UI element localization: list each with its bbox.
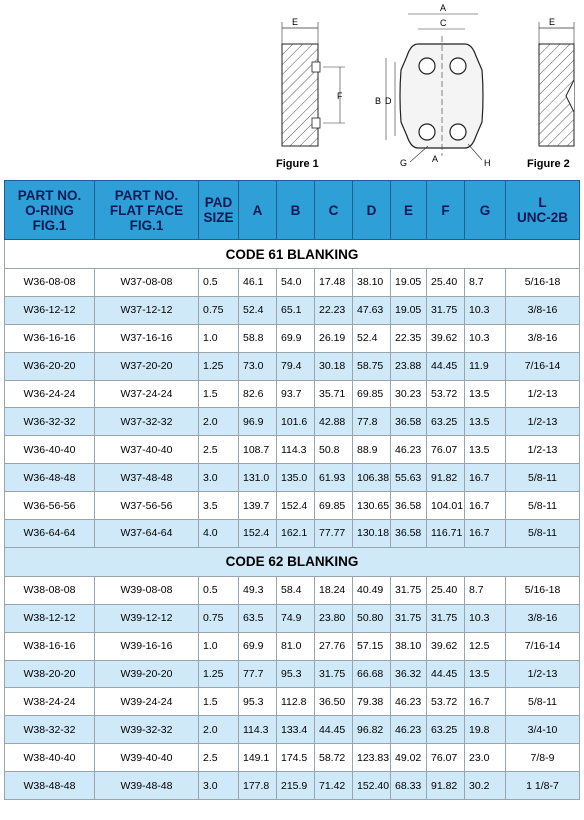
table-cell: W36-64-64 xyxy=(5,520,95,548)
column-header: PART NO. O-RING FIG.1 xyxy=(5,181,95,240)
table-row xyxy=(5,352,580,380)
column-header: PAD SIZE xyxy=(199,181,239,240)
table-cell: 3.0 xyxy=(199,772,239,800)
table-cell: 1/2-13 xyxy=(506,436,580,464)
table-cell: 3/4-10 xyxy=(506,716,580,744)
table-cell: 8.7 xyxy=(465,269,506,297)
table-row xyxy=(5,464,580,492)
table-cell: 46.1 xyxy=(239,269,277,297)
table-cell: 69.9 xyxy=(277,324,315,352)
table-cell: 1/2-13 xyxy=(506,408,580,436)
table-cell: W39-12-12 xyxy=(95,604,199,632)
table-cell: 30.2 xyxy=(465,772,506,800)
table-row xyxy=(5,688,580,716)
table-cell: 96.82 xyxy=(353,716,391,744)
table-row xyxy=(5,660,580,688)
dim-label-h: H xyxy=(484,158,491,168)
table-cell: W39-24-24 xyxy=(95,688,199,716)
table-cell: 0.5 xyxy=(199,576,239,604)
table-cell: 10.3 xyxy=(465,604,506,632)
table-cell: 46.23 xyxy=(391,688,427,716)
table-cell: 10.3 xyxy=(465,296,506,324)
table-cell: 30.23 xyxy=(391,380,427,408)
table-row xyxy=(5,269,580,297)
table-cell: 116.71 xyxy=(427,520,465,548)
table-cell: 63.25 xyxy=(427,716,465,744)
table-cell: 4.0 xyxy=(199,520,239,548)
table-cell: 79.4 xyxy=(277,352,315,380)
table-body xyxy=(5,240,580,800)
table-cell: W37-48-48 xyxy=(95,464,199,492)
figure2-drawing xyxy=(539,17,574,146)
table-cell: 23.80 xyxy=(315,604,353,632)
table-cell: 5/8-11 xyxy=(506,688,580,716)
table-cell: 123.83 xyxy=(353,744,391,772)
column-header: PART NO. FLAT FACE FIG.1 xyxy=(95,181,199,240)
table-cell: 13.5 xyxy=(465,380,506,408)
table-cell: W38-08-08 xyxy=(5,576,95,604)
table-cell: 69.9 xyxy=(239,632,277,660)
table-cell: 66.68 xyxy=(353,660,391,688)
column-header: E xyxy=(391,181,427,240)
dim-label-b: B xyxy=(375,96,382,106)
table-cell: 114.3 xyxy=(239,716,277,744)
table-cell: 58.75 xyxy=(353,352,391,380)
table-cell: 3/8-16 xyxy=(506,296,580,324)
figure1-label: Figure 1 xyxy=(276,158,319,170)
table-cell: 49.3 xyxy=(239,576,277,604)
table-cell: 50.8 xyxy=(315,436,353,464)
table-cell: 53.72 xyxy=(427,688,465,716)
table-cell: 131.0 xyxy=(239,464,277,492)
dim-label-d: D xyxy=(385,96,392,106)
table-cell: 106.38 xyxy=(353,464,391,492)
table-cell: 76.07 xyxy=(427,744,465,772)
table-cell: 13.5 xyxy=(465,408,506,436)
table-cell: 31.75 xyxy=(391,576,427,604)
table-cell: 152.40 xyxy=(353,772,391,800)
table-cell: 40.49 xyxy=(353,576,391,604)
table-cell: 1.25 xyxy=(199,352,239,380)
table-cell: 152.4 xyxy=(239,520,277,548)
column-header: C xyxy=(315,181,353,240)
table-cell: 2.0 xyxy=(199,716,239,744)
table-cell: 108.7 xyxy=(239,436,277,464)
table-cell: 77.8 xyxy=(353,408,391,436)
table-cell: W38-48-48 xyxy=(5,772,95,800)
table-cell: 3/8-16 xyxy=(506,324,580,352)
section-title: CODE 62 BLANKING xyxy=(5,547,580,576)
table-cell: W38-32-32 xyxy=(5,716,95,744)
table-cell: 104.01 xyxy=(427,492,465,520)
table-cell: 63.25 xyxy=(427,408,465,436)
figure1-drawing xyxy=(282,17,345,146)
table-cell: 19.8 xyxy=(465,716,506,744)
table-cell: W37-08-08 xyxy=(95,269,199,297)
table-cell: 16.7 xyxy=(465,464,506,492)
table-cell: 95.3 xyxy=(239,688,277,716)
table-cell: W39-40-40 xyxy=(95,744,199,772)
table-cell: 38.10 xyxy=(391,632,427,660)
table-cell: 18.24 xyxy=(315,576,353,604)
table-row xyxy=(5,380,580,408)
dim-label-a: A xyxy=(440,3,447,13)
table-cell: 16.7 xyxy=(465,688,506,716)
table-cell: 46.23 xyxy=(391,716,427,744)
table-row xyxy=(5,576,580,604)
table-row xyxy=(5,324,580,352)
table-cell: 65.1 xyxy=(277,296,315,324)
table-cell: 96.9 xyxy=(239,408,277,436)
table-cell: 13.5 xyxy=(465,660,506,688)
table-cell: 112.8 xyxy=(277,688,315,716)
table-cell: 5/8-11 xyxy=(506,520,580,548)
table-cell: 152.4 xyxy=(277,492,315,520)
table-cell: 3.0 xyxy=(199,464,239,492)
table-cell: 81.0 xyxy=(277,632,315,660)
dim-label-c: C xyxy=(440,18,447,28)
section-title-row xyxy=(5,547,580,576)
column-header: G xyxy=(465,181,506,240)
table-cell: 91.82 xyxy=(427,772,465,800)
table-cell: 1/2-13 xyxy=(506,660,580,688)
table-cell: W37-40-40 xyxy=(95,436,199,464)
figures-area xyxy=(0,0,584,178)
table-cell: 44.45 xyxy=(427,660,465,688)
table-cell: 8.7 xyxy=(465,576,506,604)
table-row xyxy=(5,520,580,548)
table-cell: 3.5 xyxy=(199,492,239,520)
table-cell: 7/16-14 xyxy=(506,632,580,660)
table-cell: 31.75 xyxy=(427,296,465,324)
table-cell: 63.5 xyxy=(239,604,277,632)
table-cell: 0.75 xyxy=(199,604,239,632)
table-cell: 7/16-14 xyxy=(506,352,580,380)
table-cell: W37-56-56 xyxy=(95,492,199,520)
table-cell: 47.63 xyxy=(353,296,391,324)
table-cell: 1.0 xyxy=(199,632,239,660)
table-cell: 54.0 xyxy=(277,269,315,297)
table-cell: 22.35 xyxy=(391,324,427,352)
table-cell: 0.5 xyxy=(199,269,239,297)
table-cell: W37-12-12 xyxy=(95,296,199,324)
table-cell: 44.45 xyxy=(427,352,465,380)
table-cell: 7/8-9 xyxy=(506,744,580,772)
table-cell: 68.33 xyxy=(391,772,427,800)
table-cell: W38-40-40 xyxy=(5,744,95,772)
table-row xyxy=(5,492,580,520)
dim-label-e-2: E xyxy=(549,17,556,27)
blanking-spec-table xyxy=(4,180,580,800)
section-title-row xyxy=(5,240,580,269)
table-cell: W38-12-12 xyxy=(5,604,95,632)
table-cell: W36-20-20 xyxy=(5,352,95,380)
table-cell: 36.58 xyxy=(391,520,427,548)
table-cell: W38-24-24 xyxy=(5,688,95,716)
column-header: A xyxy=(239,181,277,240)
table-cell: 88.9 xyxy=(353,436,391,464)
table-cell: 77.7 xyxy=(239,660,277,688)
table-cell: 1.25 xyxy=(199,660,239,688)
table-cell: W36-56-56 xyxy=(5,492,95,520)
table-cell: W36-08-08 xyxy=(5,269,95,297)
column-header: L UNC-2B xyxy=(506,181,580,240)
table-cell: 5/16-18 xyxy=(506,269,580,297)
table-cell: 93.7 xyxy=(277,380,315,408)
table-cell: 114.3 xyxy=(277,436,315,464)
table-cell: W38-16-16 xyxy=(5,632,95,660)
technical-drawings xyxy=(0,0,584,178)
table-row xyxy=(5,604,580,632)
table-cell: W37-16-16 xyxy=(95,324,199,352)
column-header: F xyxy=(427,181,465,240)
table-cell: 44.45 xyxy=(315,716,353,744)
table-cell: 36.50 xyxy=(315,688,353,716)
table-cell: W37-24-24 xyxy=(95,380,199,408)
table-cell: 36.32 xyxy=(391,660,427,688)
table-cell: 130.18 xyxy=(353,520,391,548)
table-row xyxy=(5,408,580,436)
table-cell: 174.5 xyxy=(277,744,315,772)
table-cell: 46.23 xyxy=(391,436,427,464)
table-cell: W36-16-16 xyxy=(5,324,95,352)
dim-label-a-bottom: A xyxy=(432,154,439,164)
table-cell: 23.88 xyxy=(391,352,427,380)
table-cell: 10.3 xyxy=(465,324,506,352)
table-cell: W37-64-64 xyxy=(95,520,199,548)
table-cell: 139.7 xyxy=(239,492,277,520)
table-cell: 39.62 xyxy=(427,632,465,660)
table-cell: 30.18 xyxy=(315,352,353,380)
table-cell: 50.80 xyxy=(353,604,391,632)
table-cell: 91.82 xyxy=(427,464,465,492)
table-cell: 61.93 xyxy=(315,464,353,492)
table-cell: 162.1 xyxy=(277,520,315,548)
table-cell: 1.0 xyxy=(199,324,239,352)
table-cell: W38-20-20 xyxy=(5,660,95,688)
table-cell: 76.07 xyxy=(427,436,465,464)
table-cell: 2.5 xyxy=(199,744,239,772)
dim-label-g: G xyxy=(400,158,408,168)
table-cell: 73.0 xyxy=(239,352,277,380)
figure2-label: Figure 2 xyxy=(527,158,570,170)
table-cell: 36.58 xyxy=(391,408,427,436)
table-cell: 71.42 xyxy=(315,772,353,800)
table-cell: 38.10 xyxy=(353,269,391,297)
table-cell: 58.72 xyxy=(315,744,353,772)
table-cell: 22.23 xyxy=(315,296,353,324)
table-cell: W37-32-32 xyxy=(95,408,199,436)
table-cell: 82.6 xyxy=(239,380,277,408)
table-cell: 5/16-18 xyxy=(506,576,580,604)
table-cell: 42.88 xyxy=(315,408,353,436)
table-row xyxy=(5,716,580,744)
table-row xyxy=(5,744,580,772)
table-cell: W39-20-20 xyxy=(95,660,199,688)
table-cell: 52.4 xyxy=(353,324,391,352)
table-cell: 12.5 xyxy=(465,632,506,660)
table-cell: 55.63 xyxy=(391,464,427,492)
table-cell: 2.5 xyxy=(199,436,239,464)
table-cell: W39-48-48 xyxy=(95,772,199,800)
table-cell: 69.85 xyxy=(315,492,353,520)
table-cell: 79.38 xyxy=(353,688,391,716)
table-row xyxy=(5,296,580,324)
section-title: CODE 61 BLANKING xyxy=(5,240,580,269)
table-cell: W36-32-32 xyxy=(5,408,95,436)
table-cell: W36-40-40 xyxy=(5,436,95,464)
table-cell: 25.40 xyxy=(427,269,465,297)
table-cell: 35.71 xyxy=(315,380,353,408)
table-cell: 16.7 xyxy=(465,492,506,520)
table-row xyxy=(5,436,580,464)
table-cell: W39-32-32 xyxy=(95,716,199,744)
table-cell: 2.0 xyxy=(199,408,239,436)
column-header: B xyxy=(277,181,315,240)
dim-label-e: E xyxy=(292,17,299,27)
table-cell: 177.8 xyxy=(239,772,277,800)
table-cell: 53.72 xyxy=(427,380,465,408)
table-cell: 19.05 xyxy=(391,296,427,324)
table-cell: 31.75 xyxy=(427,604,465,632)
table-cell: 215.9 xyxy=(277,772,315,800)
table-cell: 57.15 xyxy=(353,632,391,660)
table-cell: W36-48-48 xyxy=(5,464,95,492)
table-cell: 31.75 xyxy=(391,604,427,632)
table-cell: 149.1 xyxy=(239,744,277,772)
table-cell: 17.48 xyxy=(315,269,353,297)
table-cell: 58.4 xyxy=(277,576,315,604)
table-cell: 16.7 xyxy=(465,520,506,548)
table-cell: 101.6 xyxy=(277,408,315,436)
table-cell: 39.62 xyxy=(427,324,465,352)
table-row xyxy=(5,772,580,800)
table-cell: 0.75 xyxy=(199,296,239,324)
table-cell: 31.75 xyxy=(315,660,353,688)
table-cell: 74.9 xyxy=(277,604,315,632)
table-cell: 1.5 xyxy=(199,380,239,408)
table-cell: W36-24-24 xyxy=(5,380,95,408)
table-cell: 1/2-13 xyxy=(506,380,580,408)
table-cell: 5/8-11 xyxy=(506,464,580,492)
table-header-row xyxy=(5,181,580,240)
table-cell: W37-20-20 xyxy=(95,352,199,380)
table-cell: 77.77 xyxy=(315,520,353,548)
table-cell: 49.02 xyxy=(391,744,427,772)
table-cell: 13.5 xyxy=(465,436,506,464)
table-cell: 36.58 xyxy=(391,492,427,520)
table-cell: 69.85 xyxy=(353,380,391,408)
table-cell: 135.0 xyxy=(277,464,315,492)
column-header: D xyxy=(353,181,391,240)
table-cell: W36-12-12 xyxy=(5,296,95,324)
table-cell: 133.4 xyxy=(277,716,315,744)
table-cell: 23.0 xyxy=(465,744,506,772)
table-cell: 3/8-16 xyxy=(506,604,580,632)
dim-label-f: F xyxy=(337,91,343,101)
table-cell: 1 1/8-7 xyxy=(506,772,580,800)
table-cell: 95.3 xyxy=(277,660,315,688)
table-cell: 26.19 xyxy=(315,324,353,352)
table-cell: 25.40 xyxy=(427,576,465,604)
table-cell: 1.5 xyxy=(199,688,239,716)
table-cell: 52.4 xyxy=(239,296,277,324)
table-cell: 11.9 xyxy=(465,352,506,380)
table-row xyxy=(5,632,580,660)
flange-front-view xyxy=(375,3,491,168)
table-cell: 58.8 xyxy=(239,324,277,352)
table-cell: 27.76 xyxy=(315,632,353,660)
table-cell: 130.65 xyxy=(353,492,391,520)
table-cell: W39-08-08 xyxy=(95,576,199,604)
table-cell: 5/8-11 xyxy=(506,492,580,520)
table-cell: W39-16-16 xyxy=(95,632,199,660)
table-cell: 19.05 xyxy=(391,269,427,297)
